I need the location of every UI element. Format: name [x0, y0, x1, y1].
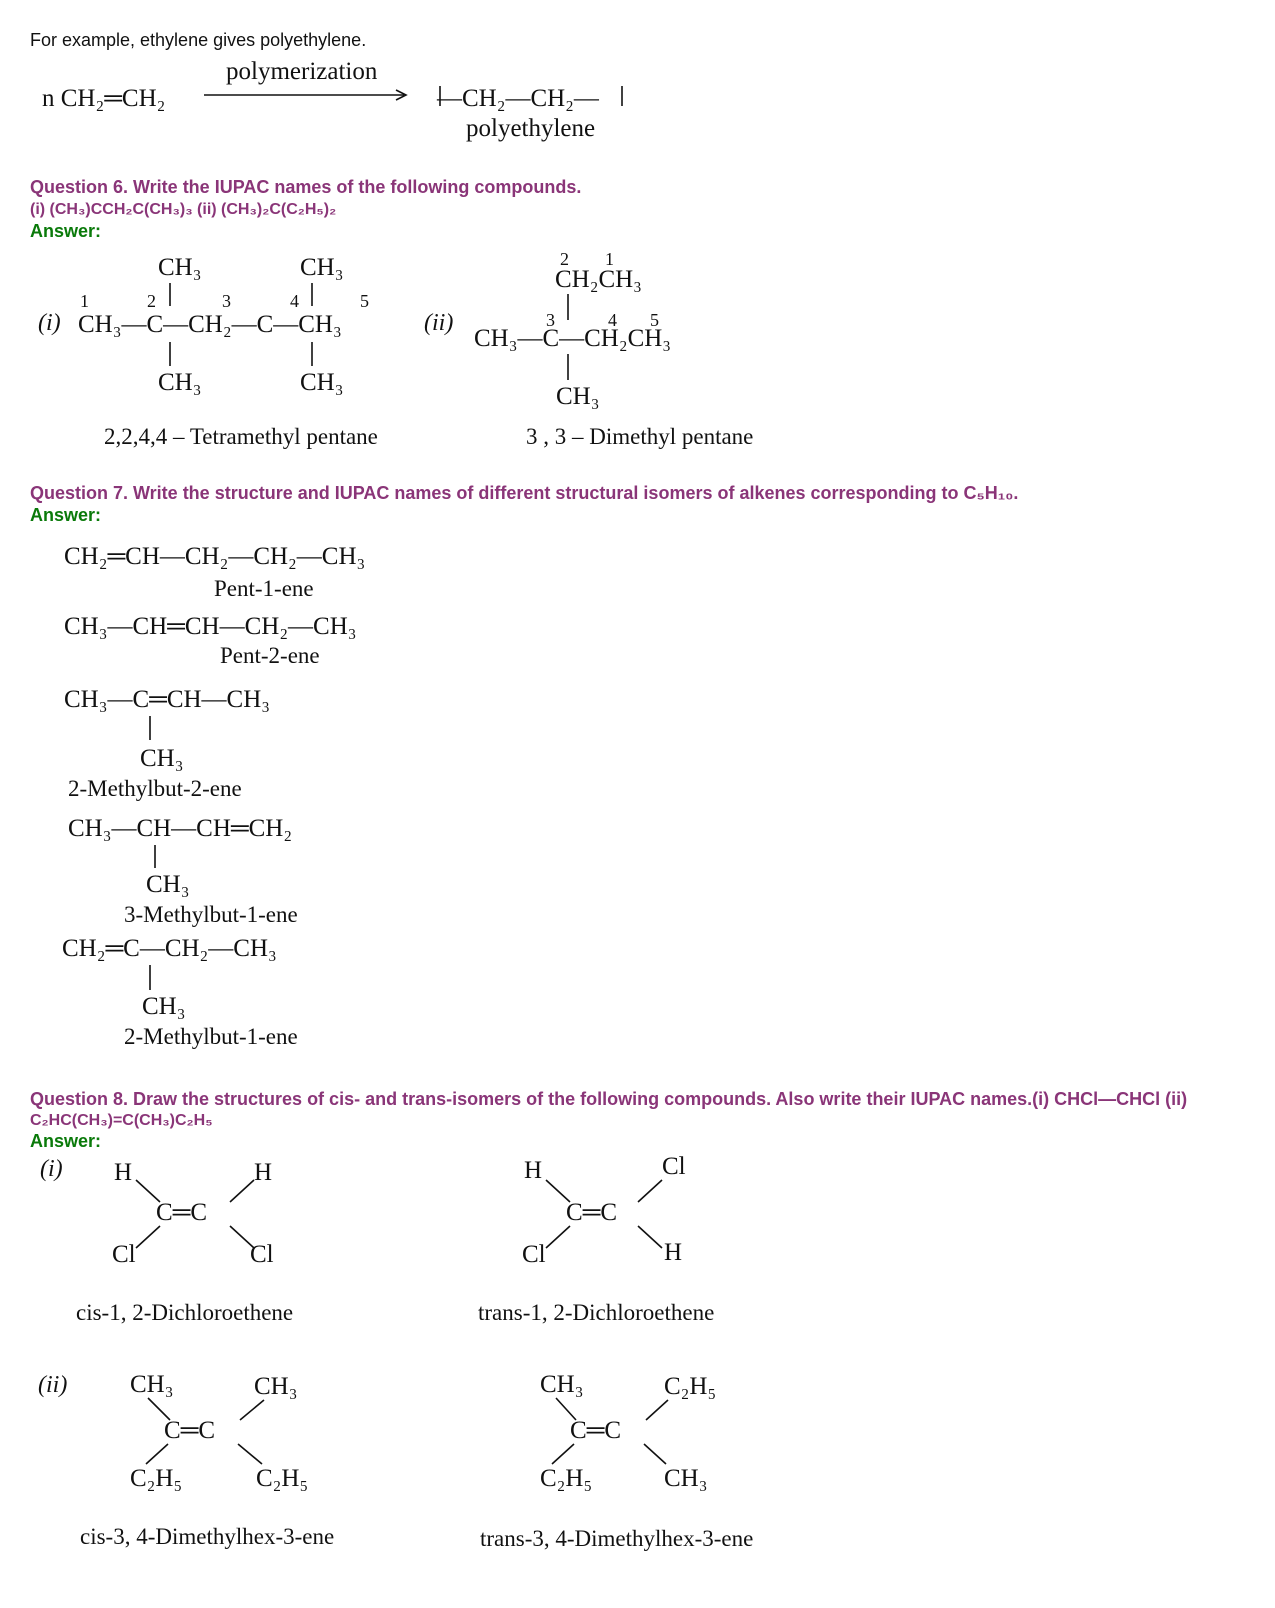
- isomer-4-branch: CH₃: [146, 871, 190, 898]
- polymerization-reaction: [42, 58, 622, 142]
- product-name: polyethylene: [466, 115, 596, 142]
- svg-text:CH₃: CH₃: [300, 254, 344, 281]
- name-cis-2: cis-3, 4-Dimethylhex-3-ene: [80, 1524, 335, 1549]
- svg-text:C₂H₅: C₂H₅: [130, 1465, 183, 1492]
- svg-text:C═C: C═C: [164, 1417, 216, 1444]
- svg-text:C₂H₅: C₂H₅: [540, 1465, 593, 1492]
- name-q6-i: 2,2,4,4 – Tetramethyl pentane: [104, 424, 378, 449]
- svg-text:CH₃—C—CH₂CH₃: CH₃—C—CH₂CH₃: [474, 325, 672, 352]
- q8-trans-2-structure: [480, 1371, 753, 1551]
- svg-text:Cl: Cl: [112, 1241, 136, 1268]
- question-8: Question 8. Draw the structures of cis- and trans-isomers of the following compounds. Also write their IUPAC names.(i) CHCl—CHCl (ii): [30, 1089, 1188, 1109]
- svg-text:2: 2: [560, 249, 569, 269]
- reactant-formula: n CH₂═CH₂: [42, 85, 166, 112]
- svg-text:C₂H₅: C₂H₅: [664, 1373, 717, 1400]
- svg-text:CH₃—C—CH₂—C—CH₃: CH₃—C—CH₂—C—CH₃: [78, 311, 342, 338]
- svg-text:1: 1: [605, 249, 614, 269]
- answer-8-label: Answer:: [30, 1131, 102, 1151]
- svg-text:CH₃: CH₃: [300, 369, 344, 396]
- svg-text:C₂H₅: C₂H₅: [256, 1465, 309, 1492]
- name-trans-1: trans-1, 2-Dichloroethene: [478, 1300, 715, 1325]
- isomer-2-name: Pent-2-ene: [220, 643, 320, 668]
- name-cis-1: cis-1, 2-Dichloroethene: [76, 1300, 294, 1325]
- reaction-condition: polymerization: [226, 58, 378, 85]
- isomer-5-branch: CH₃: [142, 993, 186, 1020]
- isomer-3-branch: CH₃: [140, 745, 184, 772]
- svg-text:5: 5: [360, 291, 369, 311]
- svg-text:3: 3: [546, 310, 555, 330]
- svg-text:4: 4: [290, 291, 299, 311]
- svg-text:CH₃: CH₃: [540, 1371, 584, 1398]
- svg-text:CH₃: CH₃: [158, 254, 202, 281]
- svg-text:(ii): (ii): [38, 1372, 68, 1398]
- q8-trans-1-structure: [478, 1153, 714, 1325]
- svg-text:3: 3: [222, 291, 231, 311]
- isomer-4-formula: CH₃—CH—CH═CH₂: [68, 815, 293, 842]
- isomer-4-name: 3-Methylbut-1-ene: [124, 902, 298, 927]
- svg-text:C═C: C═C: [570, 1417, 622, 1444]
- svg-text:(ii): (ii): [424, 310, 454, 336]
- svg-text:Cl: Cl: [662, 1153, 686, 1180]
- isomer-1-formula: CH₂═CH—CH₂—CH₂—CH₃: [64, 543, 366, 570]
- svg-text:CH₃: CH₃: [254, 1373, 298, 1400]
- svg-text:Cl: Cl: [522, 1241, 546, 1268]
- svg-text:(i): (i): [40, 1156, 63, 1182]
- svg-text:4: 4: [608, 310, 617, 330]
- svg-text:CH₂CH₃: CH₂CH₃: [555, 266, 642, 293]
- svg-text:CH₃: CH₃: [158, 369, 202, 396]
- isomer-5-formula: CH₂═C—CH₂—CH₃: [62, 935, 277, 962]
- svg-text:C═C: C═C: [156, 1199, 208, 1226]
- product-formula: —CH₂—CH₂—: [437, 85, 599, 112]
- svg-text:H: H: [114, 1159, 133, 1186]
- question-6-compounds: (i) (CH₃)CCH₂C(CH₃)₃ (ii) (CH₃)₂C(C₂H₅)₂: [30, 201, 337, 218]
- name-trans-2: trans-3, 4-Dimethylhex-3-ene: [480, 1526, 754, 1551]
- svg-text:(i): (i): [38, 310, 61, 336]
- q6-structure-ii: [424, 249, 753, 449]
- svg-text:1: 1: [80, 291, 89, 311]
- name-q6-ii: 3 , 3 – Dimethyl pentane: [526, 424, 754, 449]
- isomer-3-name: 2-Methylbut-2-ene: [68, 776, 242, 801]
- svg-text:H: H: [664, 1239, 683, 1266]
- question-7: Question 7. Write the structure and IUPAC names of different structural isomers of alkenes corresponding to C₅H₁₀.: [30, 483, 1019, 503]
- svg-text:CH₃: CH₃: [556, 383, 600, 410]
- svg-text:Cl: Cl: [250, 1241, 274, 1268]
- svg-text:H: H: [254, 1159, 273, 1186]
- svg-text:C═C: C═C: [566, 1199, 618, 1226]
- svg-text:H: H: [524, 1157, 543, 1184]
- q7-isomers: [62, 543, 365, 1049]
- svg-text:CH₃: CH₃: [130, 1371, 174, 1398]
- svg-text:5: 5: [650, 310, 659, 330]
- q8-cis-2-structure: [38, 1371, 334, 1549]
- answer-6-label: Answer:: [30, 221, 102, 241]
- intro-text: For example, ethylene gives polyethylene.: [30, 30, 367, 50]
- isomer-2-formula: CH₃—CH═CH—CH₂—CH₃: [64, 613, 357, 640]
- q6-structure-i: [38, 254, 378, 449]
- q8-cis-1-structure: [40, 1156, 293, 1325]
- isomer-3-formula: CH₃—C═CH—CH₃: [64, 686, 271, 713]
- isomer-5-name: 2-Methylbut-1-ene: [124, 1024, 298, 1049]
- svg-text:CH₃: CH₃: [664, 1465, 708, 1492]
- svg-text:2: 2: [147, 291, 156, 311]
- isomer-1-name: Pent-1-ene: [214, 576, 314, 601]
- answer-7-label: Answer:: [30, 505, 102, 525]
- question-6: Question 6. Write the IUPAC names of the following compounds.: [30, 177, 582, 197]
- question-8-cont: C₂HC(CH₃)=C(CH₃)C₂H₅: [30, 1112, 213, 1129]
